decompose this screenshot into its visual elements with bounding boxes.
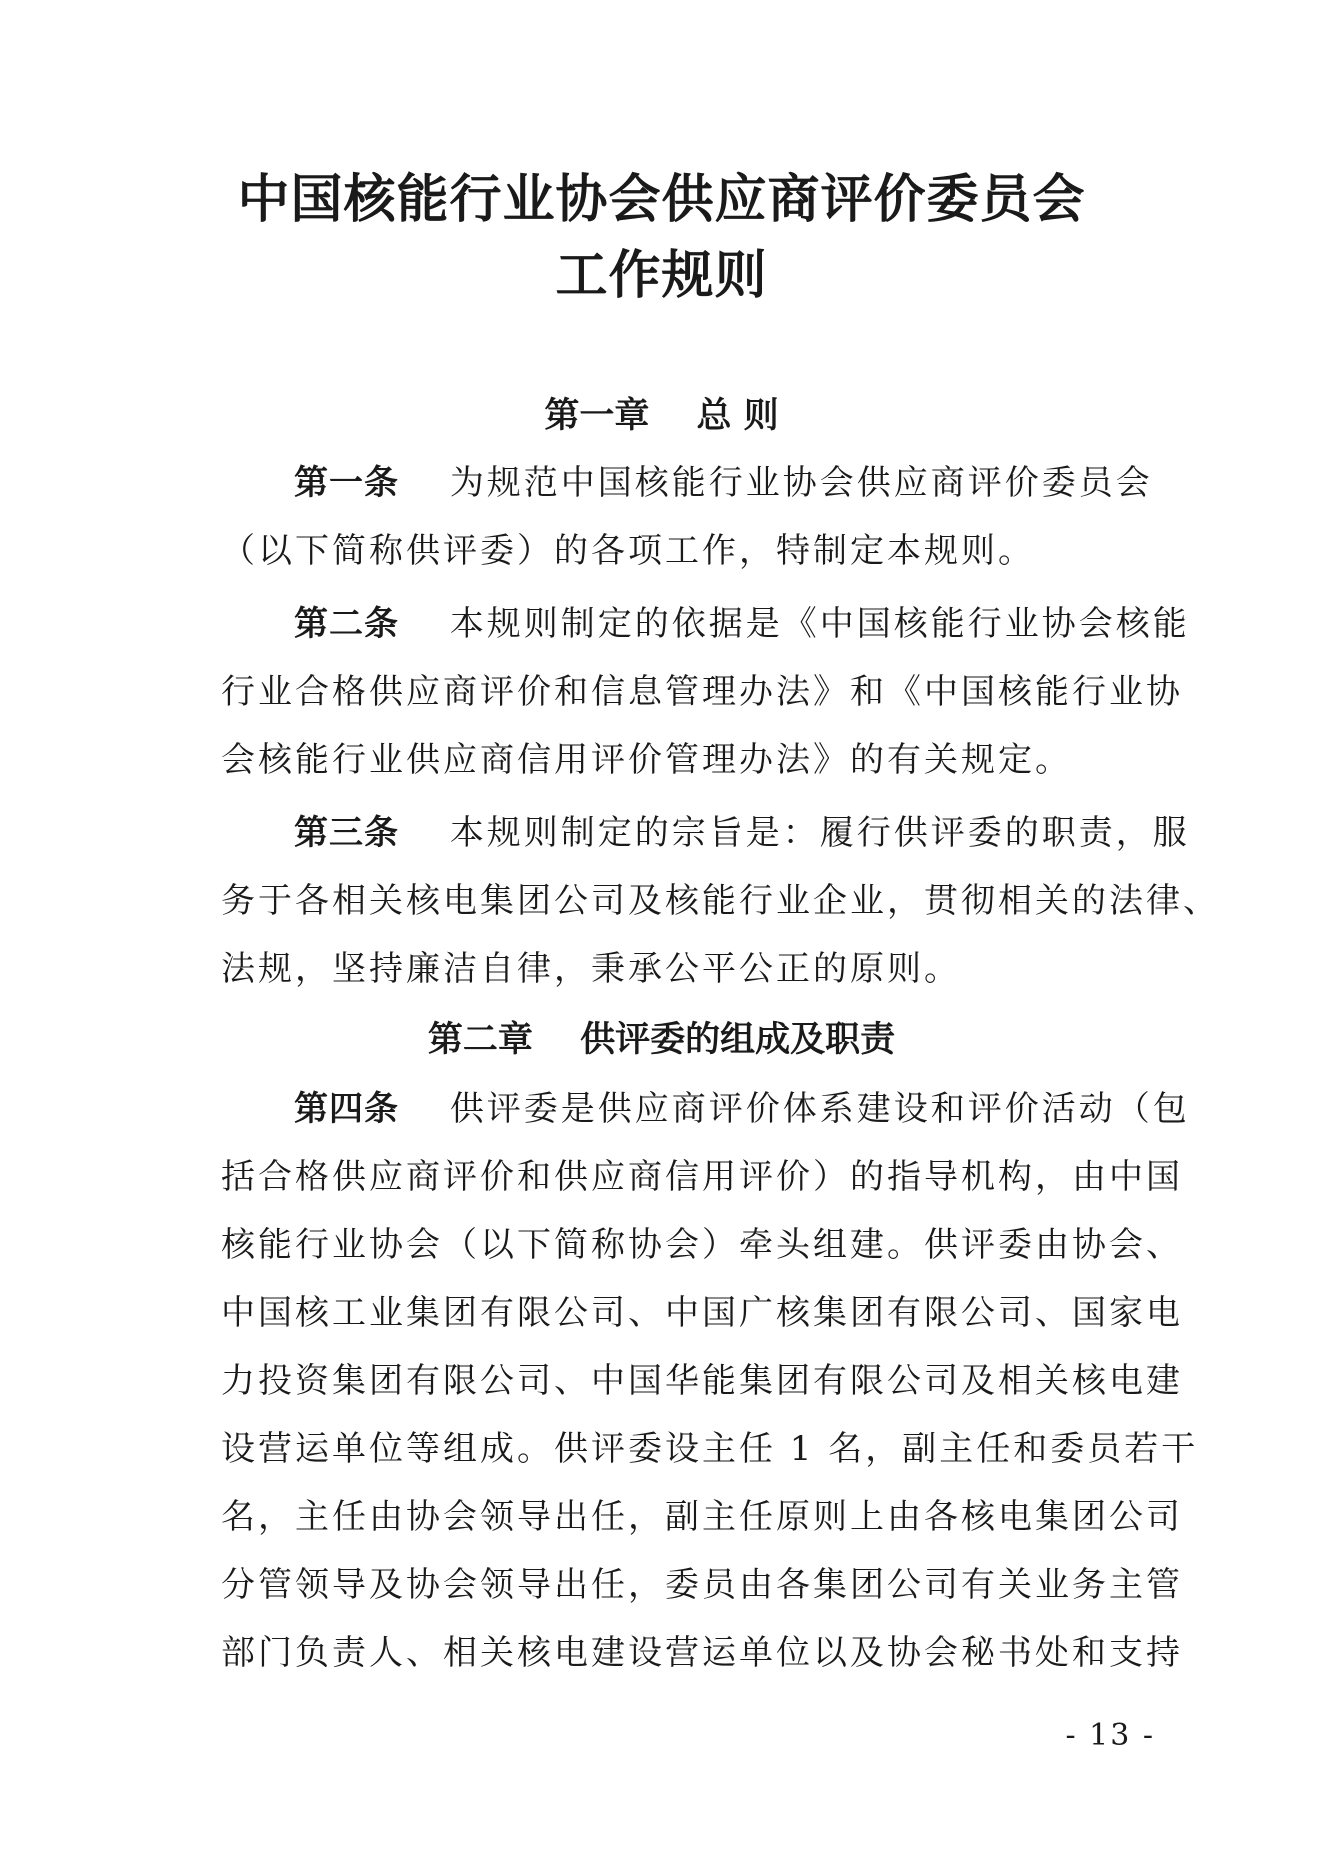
article-4-line-6: 设营运单位等组成。供评委设主任 1 名，副主任和委员若干 [221, 1429, 1199, 1469]
article-2-number: 第二条 [294, 604, 399, 644]
article-2-line-2: 行业合格供应商评价和信息管理办法》和《中国核能行业协 [221, 672, 1183, 712]
article-3-line-1 [221, 799, 1224, 867]
article-1-line-2: （以下简称供评委）的各项工作，特制定本规则。 [221, 531, 1035, 571]
article-4-line-2: 括合格供应商评价和供应商信用评价）的指导机构，由中国 [221, 1157, 1183, 1197]
article-4-line-4: 中国核工业集团有限公司、中国广核集团有限公司、国家电 [221, 1293, 1183, 1333]
article-1-line-1 [221, 449, 1224, 517]
article-4-line-1 [221, 1075, 1224, 1143]
article-2-line-3: 会核能行业供应商信用评价管理办法》的有关规定。 [221, 740, 1072, 780]
article-4-number: 第四条 [294, 1089, 399, 1129]
article-4-line-3: 核能行业协会（以下简称协会）牵头组建。供评委由协会、 [221, 1225, 1183, 1265]
document-title-line-2: 工作规则 [555, 246, 768, 306]
article-2-text-1: 本规则制定的依据是《中国核能行业协会核能 [449, 604, 1190, 644]
article-3-number: 第三条 [294, 813, 399, 853]
article-4-line-5: 力投资集团有限公司、中国华能集团有限公司及相关核电建 [221, 1361, 1183, 1401]
article-4-line-9: 部门负责人、相关核电建设营运单位以及协会秘书处和支持 [221, 1633, 1183, 1673]
article-4-text-1: 供评委是供应商评价体系建设和评价活动（包 [449, 1089, 1190, 1129]
chapter-heading-1: 第一章 总 则 [544, 396, 779, 436]
article-4-line-7: 名，主任由协会领导出任，副主任原则上由各核电集团公司 [221, 1497, 1183, 1537]
article-1-text-1: 为规范中国核能行业协会供应商评价委员会 [449, 463, 1153, 503]
article-4-line-8: 分管领导及协会领导出任，委员由各集团公司有关业务主管 [221, 1565, 1183, 1605]
article-2-line-1 [221, 590, 1224, 658]
page-number: - 13 - [1065, 1718, 1155, 1753]
article-3-line-2: 务于各相关核电集团公司及核能行业企业，贯彻相关的法律、 [221, 881, 1220, 921]
document-title-line-1: 中国核能行业协会供应商评价委员会 [237, 170, 1086, 230]
chapter-heading-2: 第二章 供评委的组成及职责 [427, 1020, 896, 1060]
article-3-text-1: 本规则制定的宗旨是：履行供评委的职责，服 [449, 813, 1190, 853]
article-1-number: 第一条 [294, 463, 399, 503]
article-3-line-3: 法规，坚持廉洁自律，秉承公平公正的原则。 [221, 949, 961, 989]
